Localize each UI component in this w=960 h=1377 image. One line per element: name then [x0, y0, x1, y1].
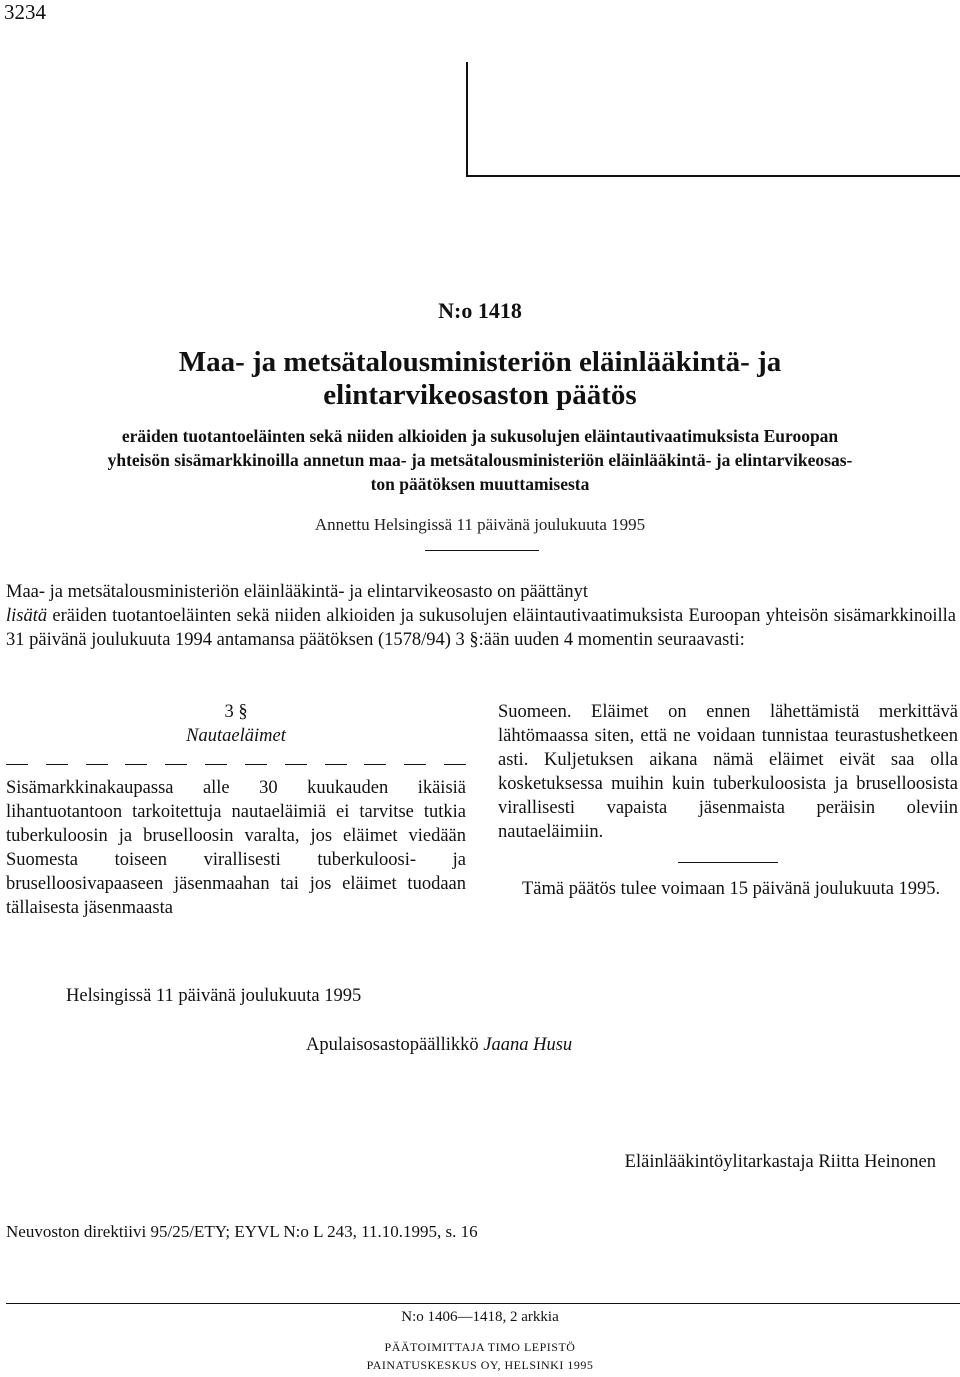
corner-line-horizontal: [466, 175, 960, 177]
footer-printer: PAINATUSKESKUS OY, HELSINKI 1995: [366, 1358, 594, 1372]
separator-rule-2: [678, 862, 778, 863]
left-column: [6, 700, 466, 920]
intro-rest: eräiden tuotantoeläinten sekä niiden alkioiden ja sukusolujen eläintautivaatimuksista Euroopan yhteisön sisämarkkinoilla 31 päivänä joulukuuta 1994 antamansa päätöksen (1578/94) 3 §:ään uuden 4 momentin seuraavasti:: [6, 606, 956, 650]
document-subtitle: [6, 424, 954, 496]
subtitle-line-2: yhteisön sisämarkkinoilla annetun maa- ja metsätalousministeriön eläinlääkintä- ja elintarvikeosas-: [107, 450, 853, 470]
footer-numbers: N:o 1406—1418, 2 arkkia: [401, 1309, 559, 1325]
title-line-2: elintarvikeosaston päätös: [323, 379, 637, 411]
omission-dashes: [6, 752, 466, 776]
corner-line-vertical: [466, 62, 468, 177]
section-title: Nautaeläimet: [186, 726, 286, 746]
signature-2: Eläinlääkintöylitarkastaja Riitta Heinonen: [624, 1152, 936, 1172]
intro-paragraph: [6, 580, 956, 652]
footer-editor: PÄÄTOIMITTAJA TIMO LEPISTÖ: [384, 1340, 576, 1354]
footnote: Neuvoston direktiivi 95/25/ETY; EYVL N:o L 243, 11.10.1995, s. 16: [6, 1222, 478, 1241]
signer-1-name: Jaana Husu: [483, 1035, 573, 1055]
page-number: 3234: [4, 0, 46, 24]
intro-emphasis: lisätä: [6, 606, 48, 626]
footer-rule: [6, 1303, 960, 1304]
section-text-left: Sisämarkkinakaupassa alle 30 kuukauden ikäisiä lihantuotantoon tarkoitettuja nautaeläimiä ei tarvitse tutkia tuberkuloosin ja bruselloosin varalta, jos eläimet viedään Suomesta toiseen virallisesti tuberkuloosi- ja bruselloosivapaaseen jäsenmaahan tai jos eläimet tuodaan tällaisesta jäsenmaasta: [6, 778, 466, 918]
subtitle-line-3: ton päätöksen muuttamisesta: [370, 474, 590, 494]
title-line-1: Maa- ja metsätalousministeriön eläinlääkintä- ja: [178, 346, 782, 378]
signature-1: [306, 1035, 572, 1056]
signer-1-title: Apulaisosastopäällikkö: [306, 1035, 479, 1055]
document-number: N:o 1418: [438, 298, 522, 323]
document-title: [0, 346, 960, 412]
place-date: Helsingissä 11 päivänä joulukuuta 1995: [66, 986, 362, 1006]
intro-line-1: Maa- ja metsätalousministeriön eläinlääkintä- ja elintarvikeosasto on päättänyt: [6, 582, 589, 602]
issued-line: Annettu Helsingissä 11 päivänä joulukuuta 1995: [314, 515, 646, 534]
section-text-right: Suomeen. Eläimet on ennen lähettämistä merkittävä lähtömaassa siten, että ne voidaan tunnistaa teurastushetkeen asti. Kuljetuksen aikana nämä eläimet eivät saa olla kosketuksessa muihin kuin tuberkuloosista ja bruselloosista virallisesti vapaista jäsenmaista peräisin oleviin nautaeläimiin.: [498, 702, 958, 842]
separator-rule: [425, 550, 539, 551]
right-column: [498, 700, 958, 901]
subtitle-line-1: eräiden tuotantoeläinten sekä niiden alkioiden ja sukusolujen eläintautivaatimuksista Euroopan: [121, 426, 839, 446]
section-number: 3 §: [224, 702, 248, 722]
entry-into-force: Tämä päätös tulee voimaan 15 päivänä joulukuuta 1995.: [522, 879, 941, 899]
